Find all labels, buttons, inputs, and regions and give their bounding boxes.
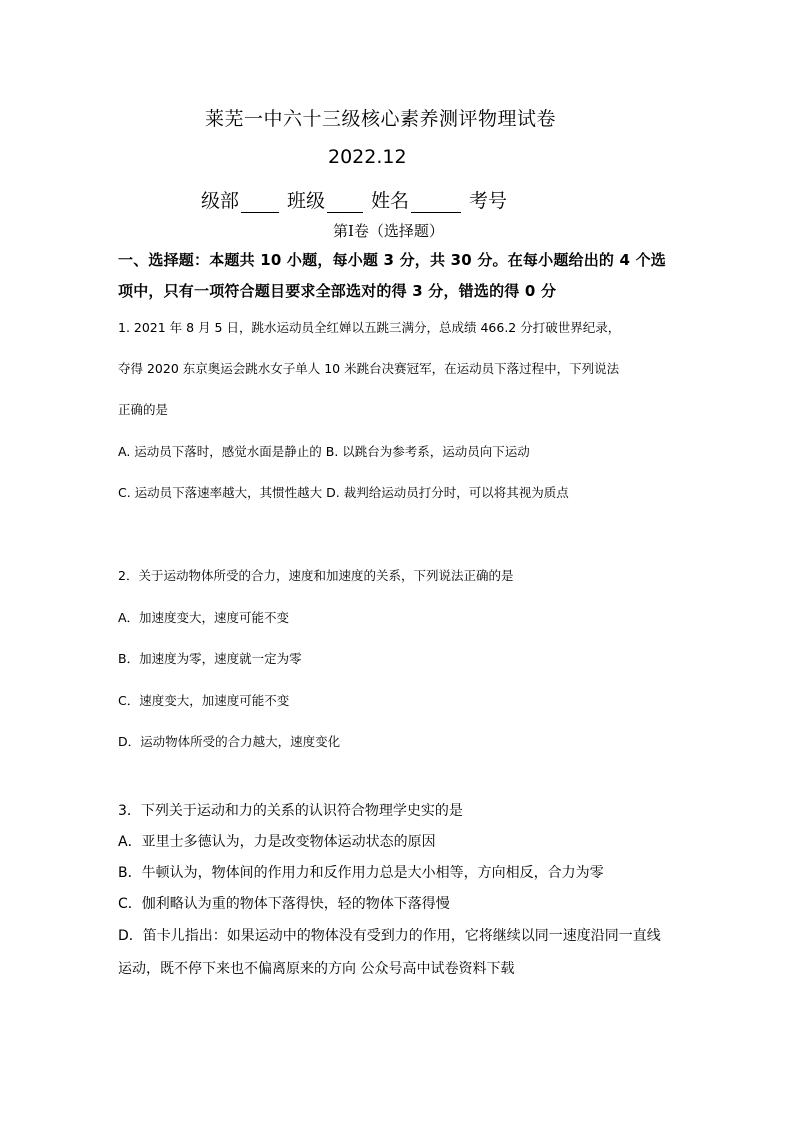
question-3-option-b: B．牛顿认为，物体间的作用力和反作用力总是大小相等，方向相反，合力为零 bbox=[118, 865, 604, 881]
question-2-option-d: D．运动物体所受的合力越大，速度变化 bbox=[118, 734, 341, 749]
name-label: 姓名 bbox=[371, 190, 410, 212]
question-1-options-ab: A. 运动员下落时，感觉水面是静止的 B. 以跳台为参考系，运动员向下运动 bbox=[118, 444, 530, 459]
dept-blank[interactable] bbox=[241, 192, 279, 213]
question-1-options-cd: C. 运动员下落速率越大，其惯性越大 D. 裁判给运动员打分时，可以将其视为质点 bbox=[118, 485, 569, 500]
question-2-stem: 2．关于运动物体所受的合力，速度和加速度的关系，下列说法正确的是 bbox=[118, 568, 514, 583]
class-blank[interactable] bbox=[327, 192, 363, 213]
exam-title: 莱芜一中六十三级核心素养测评物理试卷 bbox=[205, 108, 557, 130]
question-1-stem-line-3: 正确的是 bbox=[118, 402, 169, 417]
question-2-option-b: B．加速度为零，速度就一定为零 bbox=[118, 651, 302, 666]
exam-date: 2022.12 bbox=[328, 146, 407, 168]
question-3-option-d-line-2: 运动，既不停下来也不偏离原来的方向 公众号高中试卷资料下载 bbox=[118, 961, 515, 977]
question-1-stem-line-1: 1. 2021 年 8 月 5 日，跳水运动员全红婵以五跳三满分，总成绩 466.2 分打破世界纪录， bbox=[118, 320, 621, 335]
class-label: 班级 bbox=[287, 190, 326, 212]
question-2-option-c: C．速度变大，加速度可能不变 bbox=[118, 693, 290, 708]
number-label: 考号 bbox=[469, 190, 508, 212]
question-1-stem-line-2: 夺得 2020 东京奥运会跳水女子单人 10 米跳台决赛冠军，在运动员下落过程中，下列说法 bbox=[118, 361, 620, 376]
question-3-stem: 3．下列关于运动和力的关系的认识符合物理学史实的是 bbox=[118, 803, 463, 819]
question-3-option-a: A．亚里士多德认为，力是改变物体运动状态的原因 bbox=[118, 834, 436, 850]
question-2-option-a: A．加速度变大，速度可能不变 bbox=[118, 610, 290, 625]
student-info-line bbox=[201, 186, 507, 213]
name-blank[interactable] bbox=[411, 192, 461, 213]
instruction-line-1: 一、选择题：本题共 10 小题，每小题 3 分，共 30 分。在每小题给出的 4 个选 bbox=[118, 251, 667, 269]
section-heading: 第Ⅰ卷（选择题） bbox=[333, 222, 444, 240]
instruction-line-2: 项中，只有一项符合题目要求全部选对的得 3 分，错选的得 0 分 bbox=[118, 282, 557, 300]
question-3-option-d-line-1: D．笛卡儿指出：如果运动中的物体没有受到力的作用，它将继续以同一速度沿同一直线 bbox=[118, 928, 661, 944]
question-3-option-c: C．伽利略认为重的物体下落得快，轻的物体下落得慢 bbox=[118, 896, 450, 912]
dept-label: 级部 bbox=[201, 190, 240, 212]
